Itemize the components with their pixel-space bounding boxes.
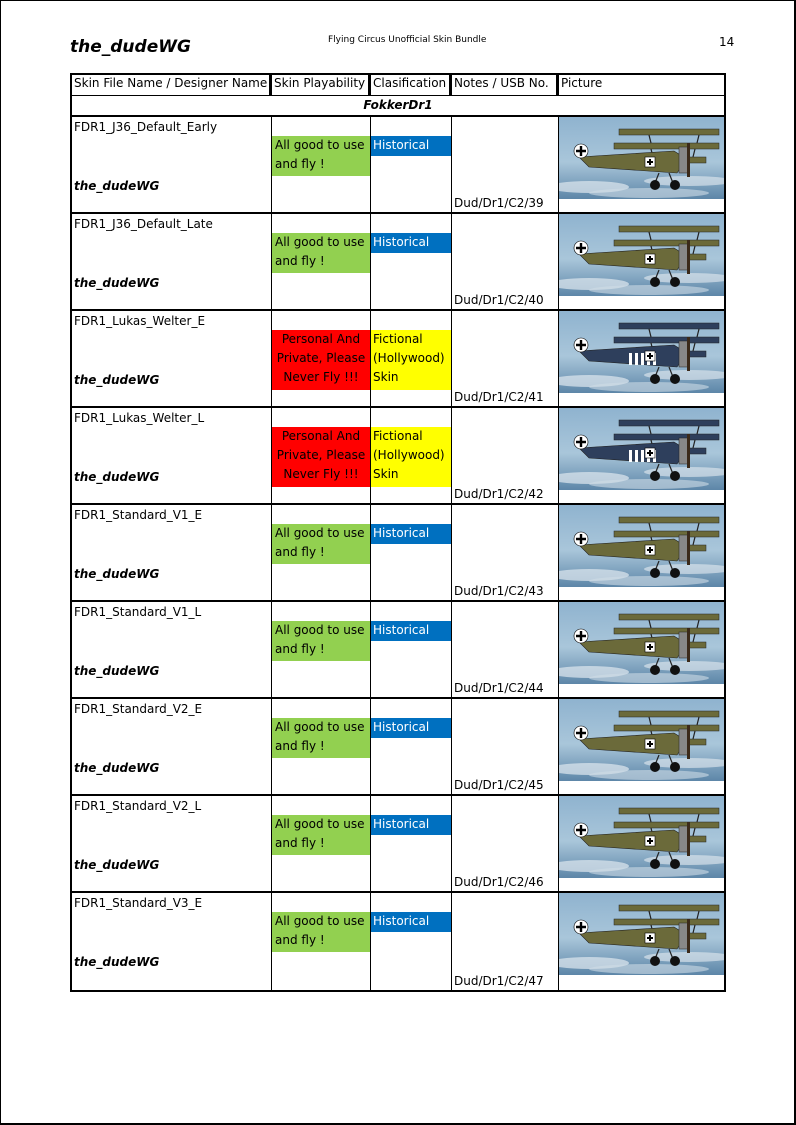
usb-number: Dud/Dr1/C2/40 — [454, 293, 544, 307]
author-heading: the_dudeWG — [70, 37, 191, 57]
skin-file-name: FDR1_Standard_V2_E — [74, 702, 203, 716]
table-body — [72, 117, 724, 990]
notes-cell — [452, 505, 559, 600]
table-row — [72, 699, 724, 796]
playability-cell — [272, 505, 371, 600]
usb-number: Dud/Dr1/C2/46 — [454, 875, 544, 889]
picture-cell — [559, 311, 724, 406]
document-title: Flying Circus Unofficial Skin Bundle — [328, 35, 487, 45]
skin-picture — [559, 699, 724, 781]
designer-name: the_dudeWG — [74, 761, 160, 775]
skin-cell — [72, 602, 272, 697]
picture-cell — [559, 602, 724, 697]
triplane-image — [559, 699, 724, 781]
playability-status: Personal And Private, Please Never Fly !!! — [272, 330, 370, 390]
skin-picture — [559, 214, 724, 296]
skin-file-name: FDR1_J36_Default_Late — [74, 217, 213, 231]
usb-number: Dud/Dr1/C2/47 — [454, 974, 544, 988]
picture-cell — [559, 214, 724, 309]
skin-file-name: FDR1_Lukas_Welter_L — [74, 411, 205, 425]
notes-cell — [452, 214, 559, 309]
classification-cell — [371, 214, 452, 309]
triplane-image — [559, 796, 724, 878]
classification-status: Historical — [371, 524, 451, 544]
skin-table — [70, 73, 726, 992]
classification-status: Fictional (Hollywood) Skin — [371, 330, 451, 390]
playability-status: All good to use and fly ! — [272, 233, 370, 273]
classification-status: Historical — [371, 912, 451, 932]
table-row — [72, 602, 724, 699]
skin-picture — [559, 602, 724, 684]
header-classification: Clasification — [371, 75, 452, 95]
classification-cell — [371, 117, 452, 212]
classification-cell — [371, 602, 452, 697]
skin-picture — [559, 505, 724, 587]
notes-cell — [452, 699, 559, 794]
table-row — [72, 311, 724, 408]
header-picture: Picture — [561, 76, 603, 90]
notes-cell — [452, 117, 559, 212]
picture-cell — [559, 117, 724, 212]
skin-file-name: FDR1_Standard_V1_L — [74, 605, 202, 619]
table-header-row — [72, 75, 724, 96]
table-row — [72, 893, 724, 990]
usb-number: Dud/Dr1/C2/39 — [454, 196, 544, 210]
designer-name: the_dudeWG — [74, 470, 160, 484]
table-row — [72, 214, 724, 311]
skin-cell — [72, 117, 272, 212]
classification-status: Fictional (Hollywood) Skin — [371, 427, 451, 487]
classification-status: Historical — [371, 815, 451, 835]
header-skin-file-name: Skin File Name / Designer Name — [72, 75, 272, 95]
usb-number: Dud/Dr1/C2/43 — [454, 584, 544, 598]
classification-cell — [371, 311, 452, 406]
picture-cell — [559, 796, 724, 891]
triplane-image — [559, 311, 724, 393]
classification-status: Historical — [371, 233, 451, 253]
notes-cell — [452, 408, 559, 503]
skin-file-name: FDR1_J36_Default_Early — [74, 120, 218, 134]
skin-picture — [559, 408, 724, 490]
designer-name: the_dudeWG — [74, 858, 160, 872]
skin-cell — [72, 214, 272, 309]
designer-name: the_dudeWG — [74, 373, 160, 387]
triplane-image — [559, 214, 724, 296]
playability-status: All good to use and fly ! — [272, 718, 370, 758]
group-heading: FokkerDr1 — [72, 96, 724, 117]
header-skin-playability: Skin Playability — [272, 75, 371, 95]
playability-status: All good to use and fly ! — [272, 621, 370, 661]
classification-cell — [371, 699, 452, 794]
classification-cell — [371, 505, 452, 600]
playability-cell — [272, 408, 371, 503]
skin-file-name: FDR1_Standard_V1_E — [74, 508, 203, 522]
playability-cell — [272, 311, 371, 406]
usb-number: Dud/Dr1/C2/41 — [454, 390, 544, 404]
skin-cell — [72, 893, 272, 990]
notes-cell — [452, 796, 559, 891]
usb-number: Dud/Dr1/C2/44 — [454, 681, 544, 695]
triplane-image — [559, 602, 724, 684]
skin-cell — [72, 311, 272, 406]
classification-status: Historical — [371, 621, 451, 641]
triplane-image — [559, 408, 724, 490]
classification-cell — [371, 796, 452, 891]
designer-name: the_dudeWG — [74, 567, 160, 581]
triplane-image — [559, 893, 724, 975]
designer-name: the_dudeWG — [74, 179, 160, 193]
playability-cell — [272, 893, 371, 990]
playability-cell — [272, 117, 371, 212]
designer-name: the_dudeWG — [74, 664, 160, 678]
page-number: 14 — [719, 35, 735, 49]
skin-picture — [559, 117, 724, 199]
skin-cell — [72, 408, 272, 503]
playability-status: All good to use and fly ! — [272, 912, 370, 952]
classification-status: Historical — [371, 136, 451, 156]
picture-cell — [559, 699, 724, 794]
picture-cell — [559, 408, 724, 503]
classification-cell — [371, 893, 452, 990]
skin-picture — [559, 796, 724, 878]
designer-name: the_dudeWG — [74, 276, 160, 290]
skin-cell — [72, 505, 272, 600]
skin-cell — [72, 699, 272, 794]
table-row — [72, 796, 724, 893]
notes-cell — [452, 893, 559, 990]
usb-number: Dud/Dr1/C2/42 — [454, 487, 544, 501]
triplane-image — [559, 505, 724, 587]
header-notes: Notes / USB No. — [452, 75, 559, 95]
table-row — [72, 408, 724, 505]
playability-status: All good to use and fly ! — [272, 524, 370, 564]
skin-file-name: FDR1_Standard_V3_E — [74, 896, 203, 910]
skin-file-name: FDR1_Standard_V2_L — [74, 799, 202, 813]
picture-cell — [559, 505, 724, 600]
playability-cell — [272, 699, 371, 794]
table-row — [72, 505, 724, 602]
designer-name: the_dudeWG — [74, 955, 160, 969]
playability-status: All good to use and fly ! — [272, 136, 370, 176]
notes-cell — [452, 602, 559, 697]
playability-status: All good to use and fly ! — [272, 815, 370, 855]
skin-cell — [72, 796, 272, 891]
skin-picture — [559, 893, 724, 975]
classification-cell — [371, 408, 452, 503]
classification-status: Historical — [371, 718, 451, 738]
table-row — [72, 117, 724, 214]
usb-number: Dud/Dr1/C2/45 — [454, 778, 544, 792]
skin-file-name: FDR1_Lukas_Welter_E — [74, 314, 206, 328]
triplane-image — [559, 117, 724, 199]
playability-cell — [272, 214, 371, 309]
playability-cell — [272, 796, 371, 891]
playability-cell — [272, 602, 371, 697]
notes-cell — [452, 311, 559, 406]
playability-status: Personal And Private, Please Never Fly !!! — [272, 427, 370, 487]
skin-picture — [559, 311, 724, 393]
picture-cell — [559, 893, 724, 990]
